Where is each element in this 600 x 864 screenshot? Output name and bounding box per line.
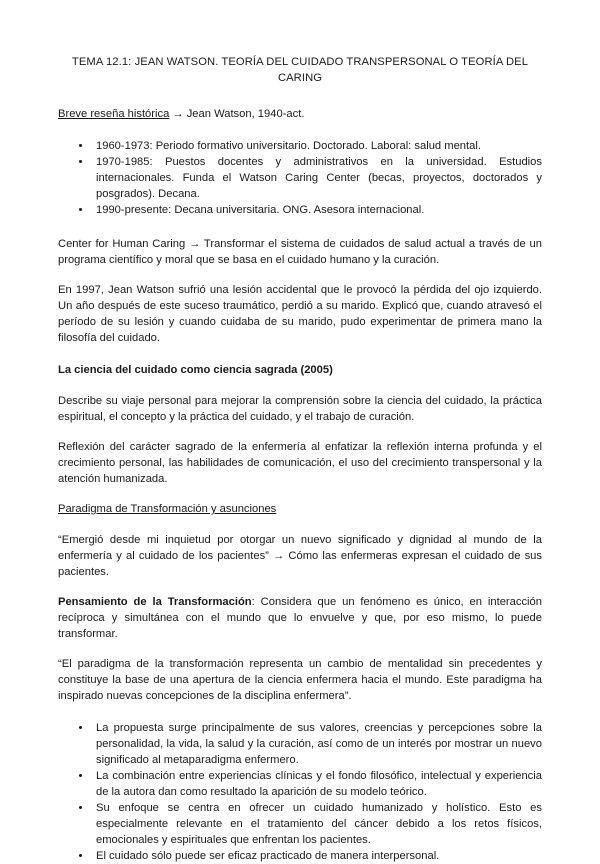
science-paragraph-2: Reflexión del carácter sagrado de la enfermería al enfatizar la reflexión interna profunda y el crecimiento personal, las habilidades de comunicación, el uso del crecimiento transpersonal y la atención humanizada.	[58, 441, 542, 485]
thought-rest: : Considera que un fenómeno es único, en interacción recíproca y simultánea con el mundo que lo envuelve y que, por eso mismo, lo puede transformar.	[58, 596, 542, 640]
paradigm-heading: Paradigma de Transformación y asunciones	[58, 503, 277, 515]
paradigm-item: • Su enfoque se centra en ofrecer un cuidado humanizado y holístico. Esto es especialmente relevante en el tratamiento del cáncer debido a los retos físicos, emocionales y espirituales que enfrentan los pacientes.	[92, 800, 542, 848]
thought-paragraph	[58, 594, 542, 642]
paradigm-item: • La combinación entre experiencias clínicas y el fondo filosófico, intelectual y experiencia de la autora dan como resultado la aparición de su modelo teórico.	[92, 768, 542, 800]
history-item: • 1970-1985: Puestos docentes y administrativos en la universidad. Estudios internacionales. Funda el Watson Caring Center (becas, proyectos, doctorados y posgrados). Decana.	[92, 154, 542, 202]
science-heading: La ciencia del cuidado como ciencia sagrada (2005)	[58, 364, 333, 376]
accident-paragraph: En 1997, Jean Watson sufrió una lesión accidental que le provocó la pérdida del ojo izquierdo. Un año después de este suceso traumático, perdió a su marido. Explicó que, cuando atravesó el período de su lesión y cuando cuidaba de su marido, pudo experimentar de primera mano la filosofía del cuidado.	[58, 284, 542, 344]
history-list	[58, 138, 542, 218]
paradigm-quote: “El paradigma de la transformación representa un cambio de mentalidad sin precedentes y constituye la base de una apertura de la ciencia enfermera hacia el mundo. Este paradigma ha inspirado nuevas concepciones de la disciplina enfermera”.	[58, 658, 542, 702]
paradigm-quote-paragraph: “Emergió desde mi inquietud por otorgar un nuevo significado y dignidad al mundo de la enfermería y al cuidado de los pacientes” → Cómo las enfermeras expresan el cuidado de sus pacientes.	[58, 534, 542, 578]
document-title: TEMA 12.1: JEAN WATSON. TEORÍA DEL CUIDADO TRANSPERSONAL O TEORÍA DEL CARING	[71, 56, 529, 84]
science-paragraph-1: Describe su viaje personal para mejorar la comprensión sobre la ciencia del cuidado, la práctica espiritual, el concepto y la práctica del cuidado, y el trabajo de curación.	[58, 395, 542, 423]
history-item: • 1960-1973: Periodo formativo universitario. Doctorado. Laboral: salud mental.	[92, 138, 542, 154]
paradigm-item: • La propuesta surge principalmente de sus valores, creencias y percepciones sobre la personalidad, la vida, la salud y la curación, así como de un interés por mostrar un nuevo significado al metaparadigma enfermero.	[92, 720, 542, 768]
history-item: • 1990-presente: Decana universitaria. ONG. Asesora internacional.	[92, 202, 542, 218]
paradigm-item: • El cuidado sólo puede ser eficaz practicado de manera interpersonal.	[92, 848, 542, 864]
history-line	[58, 106, 542, 122]
center-paragraph: Center for Human Caring → Transformar el sistema de cuidados de salud actual a través de un programa científico y moral que se basa en el cuidado humano y la curación.	[58, 238, 542, 266]
history-heading: Breve reseña histórica	[58, 108, 170, 120]
history-heading-rest: → Jean Watson, 1940-act.	[169, 108, 305, 120]
thought-label: Pensamiento de la Transformación	[58, 596, 252, 608]
paradigm-list	[58, 720, 542, 864]
